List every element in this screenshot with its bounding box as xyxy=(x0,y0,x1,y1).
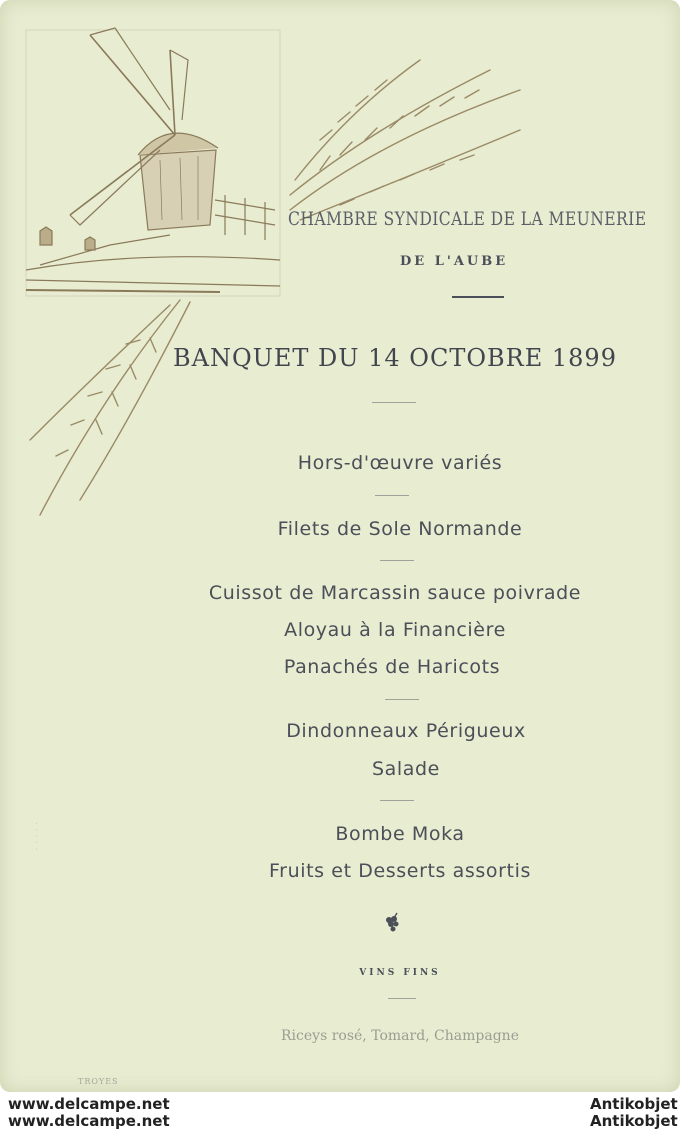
printer-mark: TROYES xyxy=(78,1077,119,1086)
separator xyxy=(385,699,419,700)
header-line1: CHAMBRE SYNDICALE DE LA MEUNERIE xyxy=(288,208,647,230)
menu-item: Hors-d'œuvre variés xyxy=(297,452,503,474)
separator xyxy=(372,402,416,403)
separator xyxy=(375,495,409,496)
header-line2: DE L'AUBE xyxy=(400,254,509,269)
separator xyxy=(388,998,416,999)
menu-item: Fruits et Desserts assortis xyxy=(269,860,531,882)
menu-item: Panachés de Haricots xyxy=(283,656,501,678)
menu-item: Bombe Moka xyxy=(335,823,465,845)
separator xyxy=(380,560,414,561)
menu-item: Cuissot de Marcassin sauce poivrade xyxy=(208,582,582,604)
banquet-title: BANQUET DU 14 OCTOBRE 1899 xyxy=(173,344,617,372)
watermark-bar xyxy=(0,1092,683,1130)
watermark-left-bottom: www.delcampe.net xyxy=(8,1112,170,1130)
watermark-left-top: www.delcampe.net xyxy=(8,1095,170,1113)
menu-item: Salade xyxy=(372,758,440,780)
grape-icon xyxy=(383,910,405,932)
side-print: · · · · · xyxy=(33,820,41,850)
watermark-right-top: Antikobjet xyxy=(590,1095,678,1113)
menu-item: Aloyau à la Financière xyxy=(284,619,506,641)
menu-item: Dindonneaux Périgueux xyxy=(286,720,526,742)
watermark-right-bottom: Antikobjet xyxy=(590,1112,678,1130)
wines-heading: VINS FINS xyxy=(359,968,441,978)
wines-list: Riceys rosé, Tomard, Champagne xyxy=(281,1028,519,1044)
menu-item: Filets de Sole Normande xyxy=(277,518,523,540)
separator xyxy=(380,800,414,801)
header-separator xyxy=(452,296,504,298)
